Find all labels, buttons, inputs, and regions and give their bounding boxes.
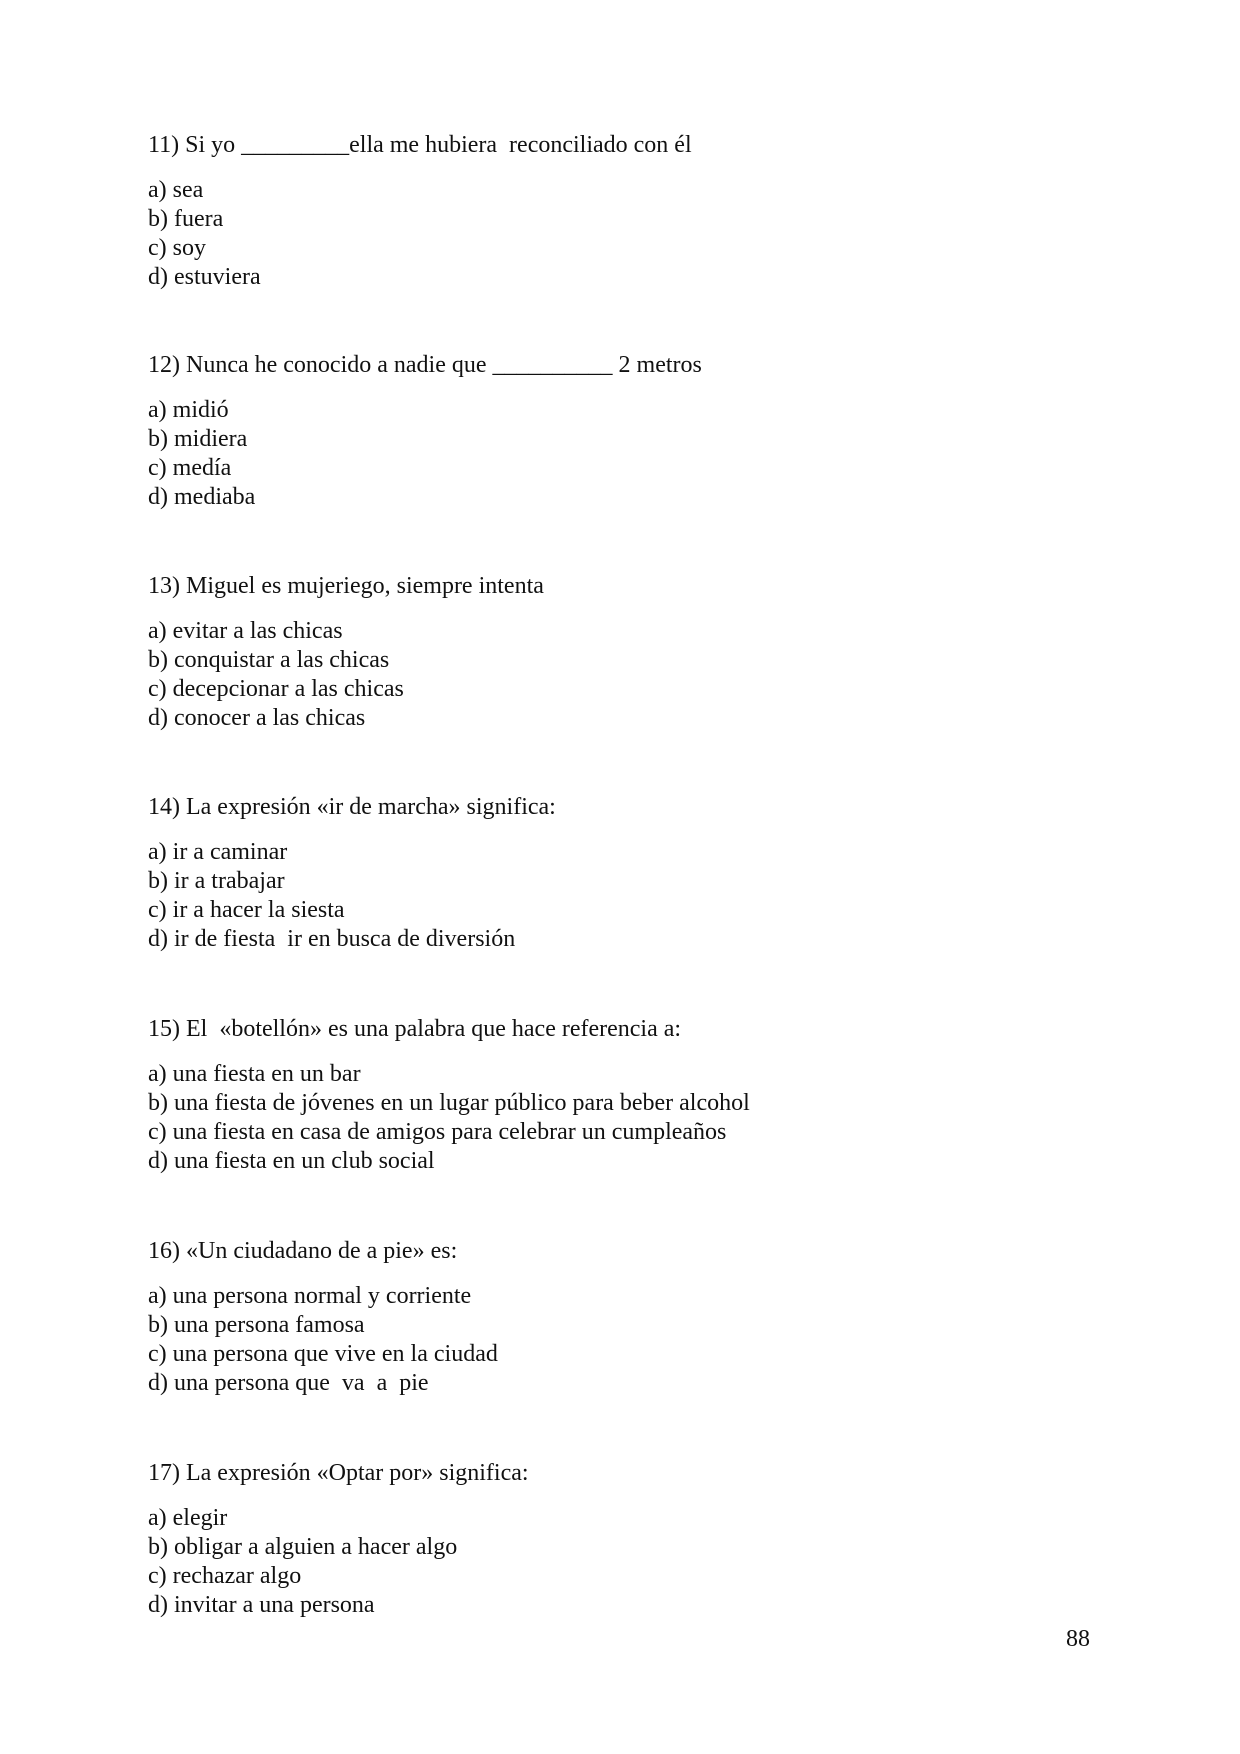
question-prompt: 12) Nunca he conocido a nadie que __________ 2 metros bbox=[148, 352, 702, 378]
question-prompt: 13) Miguel es mujeriego, siempre intenta bbox=[148, 573, 544, 599]
option-b: b) una fiesta de jóvenes en un lugar público para beber alcohol bbox=[148, 1090, 750, 1116]
option-d: d) mediaba bbox=[148, 484, 256, 510]
option-d: d) una persona que va a pie bbox=[148, 1370, 429, 1396]
question-prompt: 15) El «botellón» es una palabra que hace referencia a: bbox=[148, 1016, 682, 1042]
question-16 bbox=[148, 1236, 1108, 1398]
option-c: c) medía bbox=[148, 455, 232, 481]
question-prompt: 11) Si yo _________ella me hubiera reconciliado con él bbox=[148, 132, 692, 158]
question-13 bbox=[148, 571, 1108, 733]
option-c: c) decepcionar a las chicas bbox=[148, 676, 404, 702]
option-a: a) elegir bbox=[148, 1505, 228, 1531]
question-prompt: 16) «Un ciudadano de a pie» es: bbox=[148, 1238, 458, 1264]
option-b: b) una persona famosa bbox=[148, 1312, 365, 1338]
question-15 bbox=[148, 1014, 1108, 1176]
option-d: d) ir de fiesta ir en busca de diversión bbox=[148, 926, 516, 952]
option-list bbox=[148, 838, 1108, 954]
option-c: c) rechazar algo bbox=[148, 1563, 302, 1589]
option-d: d) invitar a una persona bbox=[148, 1592, 375, 1618]
option-a: a) sea bbox=[148, 177, 204, 203]
option-list bbox=[148, 1282, 1108, 1398]
option-d: d) una fiesta en un club social bbox=[148, 1148, 435, 1174]
option-list bbox=[148, 1060, 1108, 1176]
question-17 bbox=[148, 1458, 1108, 1620]
question-prompt: 14) La expresión «ir de marcha» significa: bbox=[148, 794, 556, 820]
option-list bbox=[148, 176, 1108, 292]
option-a: a) una fiesta en un bar bbox=[148, 1061, 361, 1087]
option-list bbox=[148, 396, 1108, 512]
option-c: c) ir a hacer la siesta bbox=[148, 897, 345, 923]
option-b: b) fuera bbox=[148, 206, 224, 232]
page-number: 88 bbox=[1066, 1626, 1090, 1652]
option-b: b) conquistar a las chicas bbox=[148, 647, 390, 673]
option-list bbox=[148, 617, 1108, 733]
question-11 bbox=[148, 130, 1108, 292]
option-c: c) una fiesta en casa de amigos para celebrar un cumpleaños bbox=[148, 1119, 727, 1145]
option-list bbox=[148, 1504, 1108, 1620]
option-d: d) estuviera bbox=[148, 264, 261, 290]
option-b: b) midiera bbox=[148, 426, 248, 452]
option-c: c) soy bbox=[148, 235, 206, 261]
option-b: b) obligar a alguien a hacer algo bbox=[148, 1534, 458, 1560]
option-a: a) ir a caminar bbox=[148, 839, 288, 865]
question-12 bbox=[148, 350, 1108, 512]
option-b: b) ir a trabajar bbox=[148, 868, 285, 894]
question-prompt: 17) La expresión «Optar por» significa: bbox=[148, 1460, 529, 1486]
question-14 bbox=[148, 792, 1108, 954]
option-a: a) midió bbox=[148, 397, 229, 423]
option-a: a) evitar a las chicas bbox=[148, 618, 343, 644]
option-d: d) conocer a las chicas bbox=[148, 705, 366, 731]
option-a: a) una persona normal y corriente bbox=[148, 1283, 472, 1309]
option-c: c) una persona que vive en la ciudad bbox=[148, 1341, 498, 1367]
